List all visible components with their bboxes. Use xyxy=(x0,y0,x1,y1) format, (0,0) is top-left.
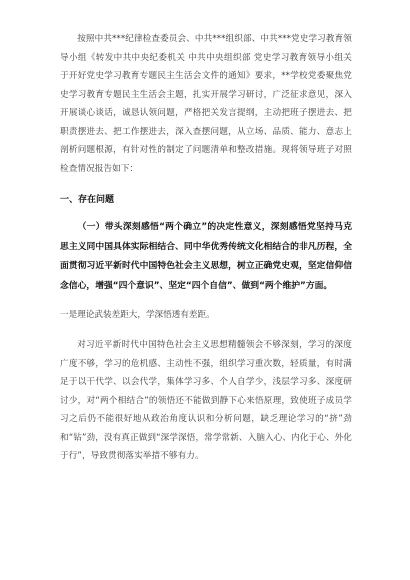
intro-paragraph: 按照中共***纪律检查委员会、中共***组织部、中共***党史学习教育领导小组《转发中共中央纪委机关 中共中央组织部 党史学习教育领导小组关于开好党史学习教育专题民主生活会文件的通知》要求，**学校党委聚焦党史学习教育专题民主生活会主题，扎实开展学习研讨，广泛征求意见，深入开展谈心谈话，诚恳认领问题，严格把关发言提纲，主动把班子摆进去、把职责摆进去、把工作摆进去，深入查摆问题，从立场、品质、能力、意志上剖析问题根源，有针对性的制定了问题清单和整改措施。现将领导班子对照检查情况报告如下： xyxy=(60,34,352,174)
subsection-heading: （一）带头深刻感悟“两个确立”的决定性意义，深刻感悟党坚持马克思主义同中国具体实际相结合、同中华优秀传统文化相结合的非凡历程，全面贯彻习近平新时代中国特色社会主义思想，树立正确党史观，坚定信仰信念信心，增强“四个意识”、坚定“四个自信”、做到“两个维护”方面。 xyxy=(60,222,352,291)
body-paragraph: 对习近平新时代中国特色社会主义思想精髓领会不够深刻，学习的深度广度不够，学习的危机感、主动性不强，组织学习重次数，轻质量，有时满足于以干代学、以会代学，集体学习多、个人自学少，浅层学习多、深度研讨少，对“两个相结合”的领悟还不能做到静下心来悟原理，致使班子成员学习之后仍不能很好地从政治角度认识和分析问题，缺乏理论学习的“挤”劲和“钻”劲，没有真正做到“深学深悟，常学常新、入脑入心、内化于心、外化于行”，导致贯彻落实举措不够有力。 xyxy=(60,340,352,461)
point-line: 一是理论武装差距大，学深悟透有差距。 xyxy=(60,310,215,320)
section-title: 一、存在问题 xyxy=(60,195,115,205)
